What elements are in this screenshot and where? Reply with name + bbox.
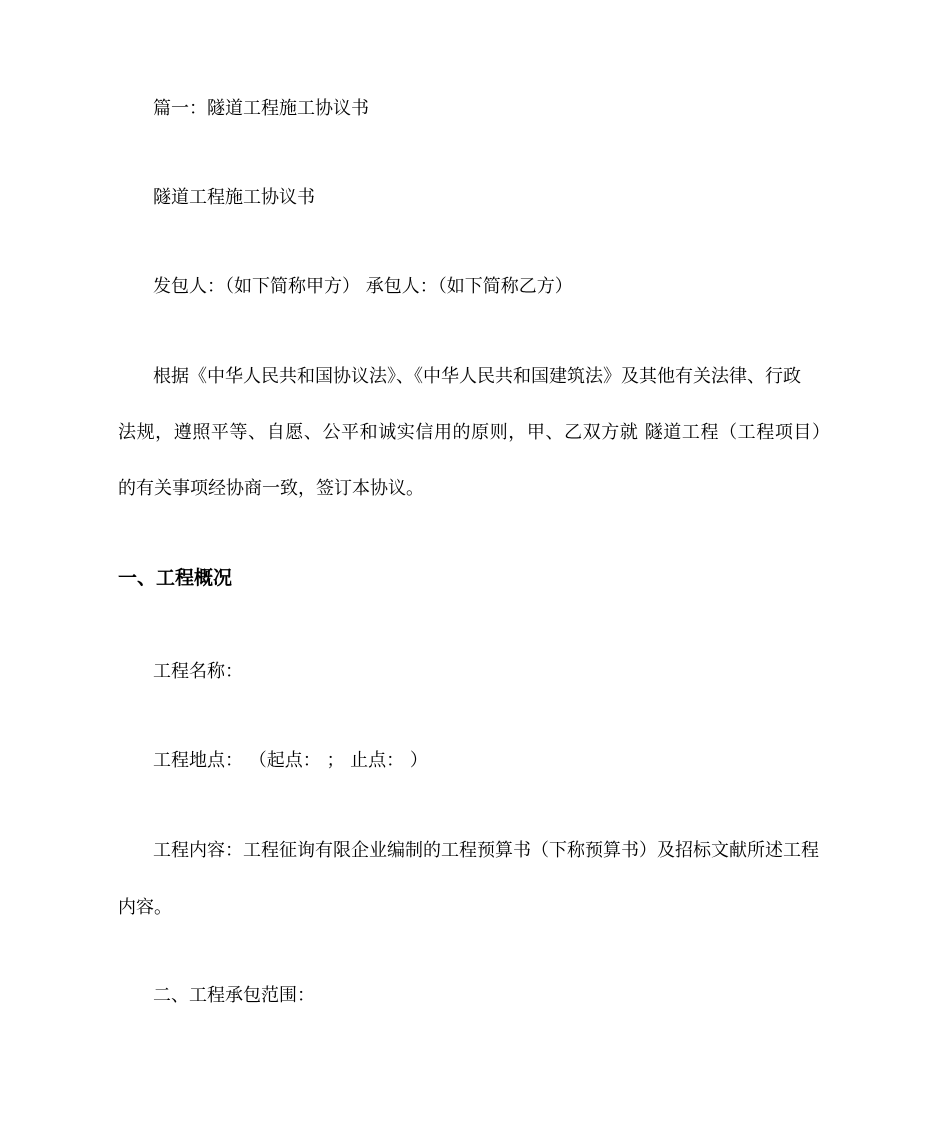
chapter-title: 篇一：隧道工程施工协议书 [153,98,369,119]
project-location-field: 工程地点： （起点： ； 止点： ） [153,750,428,771]
parties-line: 发包人：（如下简称甲方） 承包人：（如下简称乙方） [153,276,573,297]
project-content-line-1: 工程内容：工程征询有限企业编制的工程预算书（下称预算书）及招标文献所述工程 [153,840,819,861]
project-name-field: 工程名称： [153,661,243,682]
section-heading-project-overview: 一、工程概况 [118,567,233,589]
section-heading-contract-scope: 二、工程承包范围： [153,985,315,1006]
intro-paragraph-line-2: 法规，遵照平等、自愿、公平和诚实信用的原则，甲、乙双方就 隧道工程（工程项目） [118,422,830,443]
project-content-line-2: 内容。 [118,897,172,918]
intro-paragraph-line-3: 的有关事项经协商一致，签订本协议。 [118,478,424,499]
document-title: 隧道工程施工协议书 [153,187,315,208]
intro-paragraph-line-1: 根据《中华人民共和国协议法》、《中华人民共和国建筑法》及其他有关法律、行政 [153,366,801,387]
